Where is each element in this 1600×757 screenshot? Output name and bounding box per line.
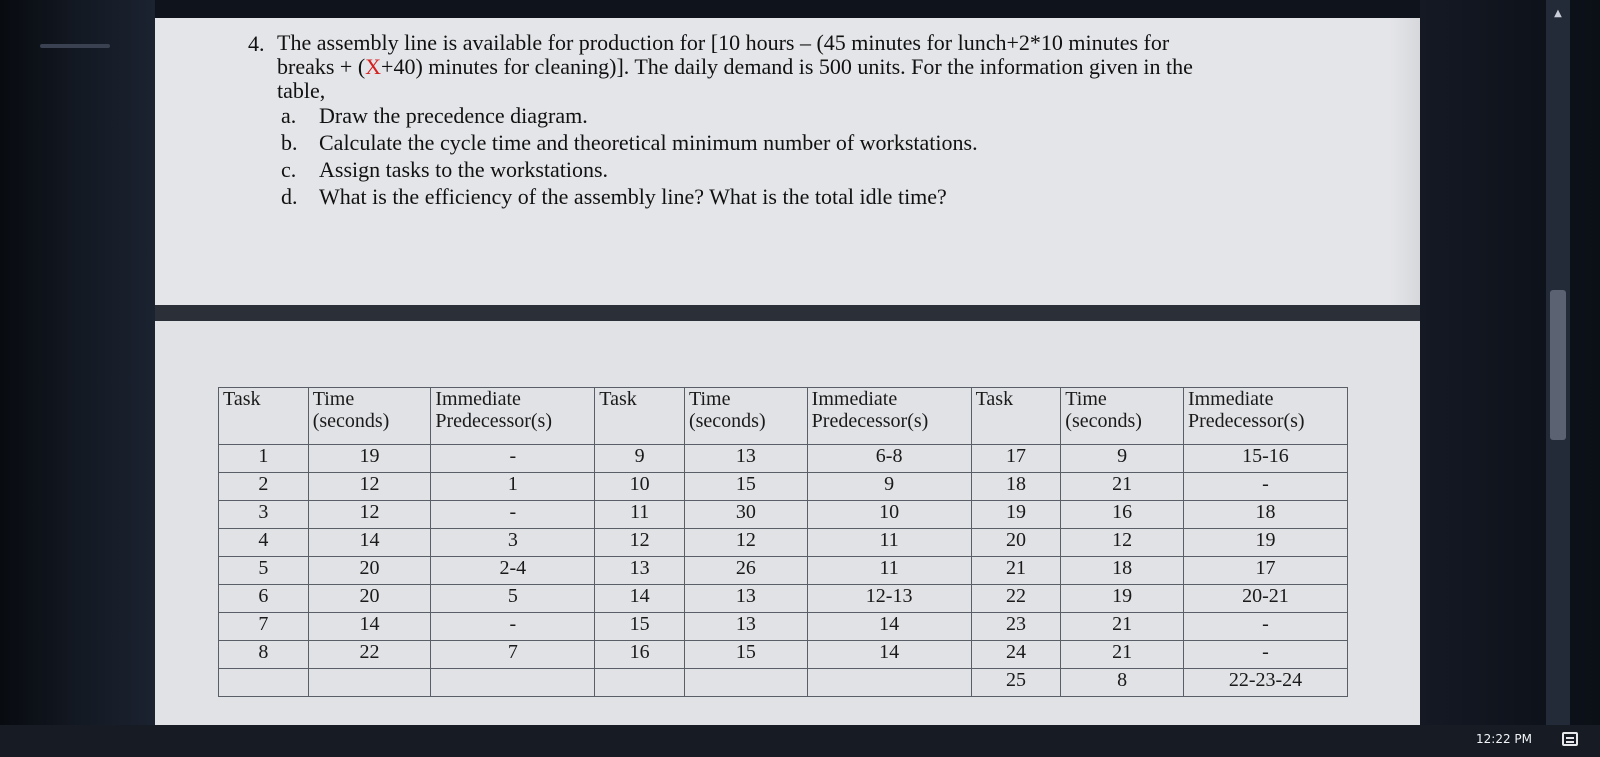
part-c-text: Assign tasks to the workstations.	[319, 157, 609, 182]
cell-task: 2	[219, 473, 309, 501]
cell-predecessors: 20-21	[1183, 585, 1347, 613]
cell-empty	[595, 669, 685, 697]
cell-predecessors: 6-8	[807, 445, 971, 473]
cell-task: 10	[595, 473, 685, 501]
cell-predecessors: 5	[431, 585, 595, 613]
table-header-row	[219, 388, 1348, 445]
cell-task: 4	[219, 529, 309, 557]
cell-time: 19	[308, 445, 431, 473]
header-time: Time (seconds)	[1061, 388, 1184, 445]
part-d-text: What is the efficiency of the assembly line? What is the total idle time?	[319, 184, 947, 209]
variable-x: X	[365, 54, 382, 79]
cell-time: 30	[684, 501, 807, 529]
cell-time: 12	[308, 501, 431, 529]
cell-task: 8	[219, 641, 309, 669]
task-table-body	[219, 445, 1348, 697]
cell-time: 21	[1061, 473, 1184, 501]
cell-empty	[219, 669, 309, 697]
cell-predecessors: -	[1183, 641, 1347, 669]
cell-predecessors: 2-4	[431, 557, 595, 585]
cell-task: 18	[971, 473, 1061, 501]
cell-predecessors: 22-23-24	[1183, 669, 1347, 697]
table-row	[219, 641, 1348, 669]
cell-predecessors: 11	[807, 557, 971, 585]
cell-time: 21	[1061, 613, 1184, 641]
cell-time: 22	[308, 641, 431, 669]
table-row	[219, 501, 1348, 529]
cell-task: 25	[971, 669, 1061, 697]
cell-task: 20	[971, 529, 1061, 557]
part-b-text: Calculate the cycle time and theoretical minimum number of workstations.	[319, 130, 978, 155]
header-predecessors: Immediate Predecessor(s)	[807, 388, 971, 445]
cell-task: 7	[219, 613, 309, 641]
header-task: Task	[219, 388, 309, 445]
header-time: Time (seconds)	[308, 388, 431, 445]
cell-task: 22	[971, 585, 1061, 613]
part-b-label: b.	[281, 130, 298, 155]
cell-task: 1	[219, 445, 309, 473]
part-a-label: a.	[281, 103, 297, 128]
cell-time: 13	[684, 585, 807, 613]
table-row	[219, 529, 1348, 557]
cell-task: 15	[595, 613, 685, 641]
cell-predecessors: 19	[1183, 529, 1347, 557]
taskbar-clock[interactable]: 12:22 PM	[1476, 732, 1532, 746]
table-row	[219, 473, 1348, 501]
part-a-text: Draw the precedence diagram.	[319, 103, 588, 128]
panel-separator	[155, 305, 1420, 321]
table-row	[219, 557, 1348, 585]
cell-task: 3	[219, 501, 309, 529]
cell-predecessors: 18	[1183, 501, 1347, 529]
cell-empty	[684, 669, 807, 697]
question-line-2: breaks + (X+40) minutes for cleaning)]. The daily demand is 500 units. For the information given in the	[277, 54, 1193, 79]
part-c-label: c.	[281, 157, 297, 182]
cell-time: 26	[684, 557, 807, 585]
cell-time: 12	[684, 529, 807, 557]
scroll-up-arrow-icon[interactable]: ▲	[1554, 8, 1562, 19]
cell-predecessors: -	[1183, 613, 1347, 641]
cell-task: 13	[595, 557, 685, 585]
cell-time: 20	[308, 557, 431, 585]
cell-predecessors: 11	[807, 529, 971, 557]
cell-time: 18	[1061, 557, 1184, 585]
cell-time: 15	[684, 473, 807, 501]
cell-predecessors: -	[1183, 473, 1347, 501]
table-row	[219, 445, 1348, 473]
header-task: Task	[971, 388, 1061, 445]
cell-time: 14	[308, 529, 431, 557]
cell-time: 13	[684, 613, 807, 641]
cell-time: 16	[1061, 501, 1184, 529]
cell-predecessors: 9	[807, 473, 971, 501]
cell-predecessors: -	[431, 445, 595, 473]
cell-task: 14	[595, 585, 685, 613]
cell-task: 21	[971, 557, 1061, 585]
cell-empty	[807, 669, 971, 697]
cell-time: 12	[308, 473, 431, 501]
cell-time: 14	[308, 613, 431, 641]
screen-bezel-left	[0, 0, 155, 757]
taskbar	[0, 725, 1600, 757]
cell-predecessors: 3	[431, 529, 595, 557]
notification-icon[interactable]	[1562, 732, 1578, 746]
screen-bezel-right	[1420, 0, 1600, 757]
cell-predecessors: 12-13	[807, 585, 971, 613]
question-line-3: table,	[277, 78, 326, 103]
cell-time: 15	[684, 641, 807, 669]
cell-task: 9	[595, 445, 685, 473]
cell-predecessors: 10	[807, 501, 971, 529]
table-row	[219, 585, 1348, 613]
cell-time: 9	[1061, 445, 1184, 473]
task-table	[218, 387, 1348, 697]
cell-task: 19	[971, 501, 1061, 529]
cell-empty	[431, 669, 595, 697]
part-d-label: d.	[281, 184, 298, 209]
cell-predecessors: 14	[807, 641, 971, 669]
cell-predecessors: 15-16	[1183, 445, 1347, 473]
cell-task: 17	[971, 445, 1061, 473]
cell-time: 20	[308, 585, 431, 613]
cell-task: 23	[971, 613, 1061, 641]
cell-task: 11	[595, 501, 685, 529]
cell-predecessors: -	[431, 613, 595, 641]
cell-time: 13	[684, 445, 807, 473]
header-predecessors: Immediate Predecessor(s)	[1183, 388, 1347, 445]
cell-task: 6	[219, 585, 309, 613]
cell-task: 5	[219, 557, 309, 585]
header-predecessors: Immediate Predecessor(s)	[431, 388, 595, 445]
cell-predecessors: 14	[807, 613, 971, 641]
cell-predecessors: 17	[1183, 557, 1347, 585]
question-number: 4.	[248, 31, 265, 56]
cell-task: 16	[595, 641, 685, 669]
cell-predecessors: 7	[431, 641, 595, 669]
header-time: Time (seconds)	[684, 388, 807, 445]
header-task: Task	[595, 388, 685, 445]
glare	[40, 44, 110, 48]
question-line-1: The assembly line is available for production for [10 hours – (45 minutes for lunch+2*10 minutes for	[277, 30, 1170, 55]
scrollbar-thumb[interactable]	[1550, 290, 1566, 440]
table-row	[219, 669, 1348, 697]
cell-time: 8	[1061, 669, 1184, 697]
cell-empty	[308, 669, 431, 697]
cell-time: 19	[1061, 585, 1184, 613]
cell-time: 21	[1061, 641, 1184, 669]
cell-predecessors: -	[431, 501, 595, 529]
cell-predecessors: 1	[431, 473, 595, 501]
cell-time: 12	[1061, 529, 1184, 557]
cell-task: 24	[971, 641, 1061, 669]
cell-task: 12	[595, 529, 685, 557]
table-row	[219, 613, 1348, 641]
